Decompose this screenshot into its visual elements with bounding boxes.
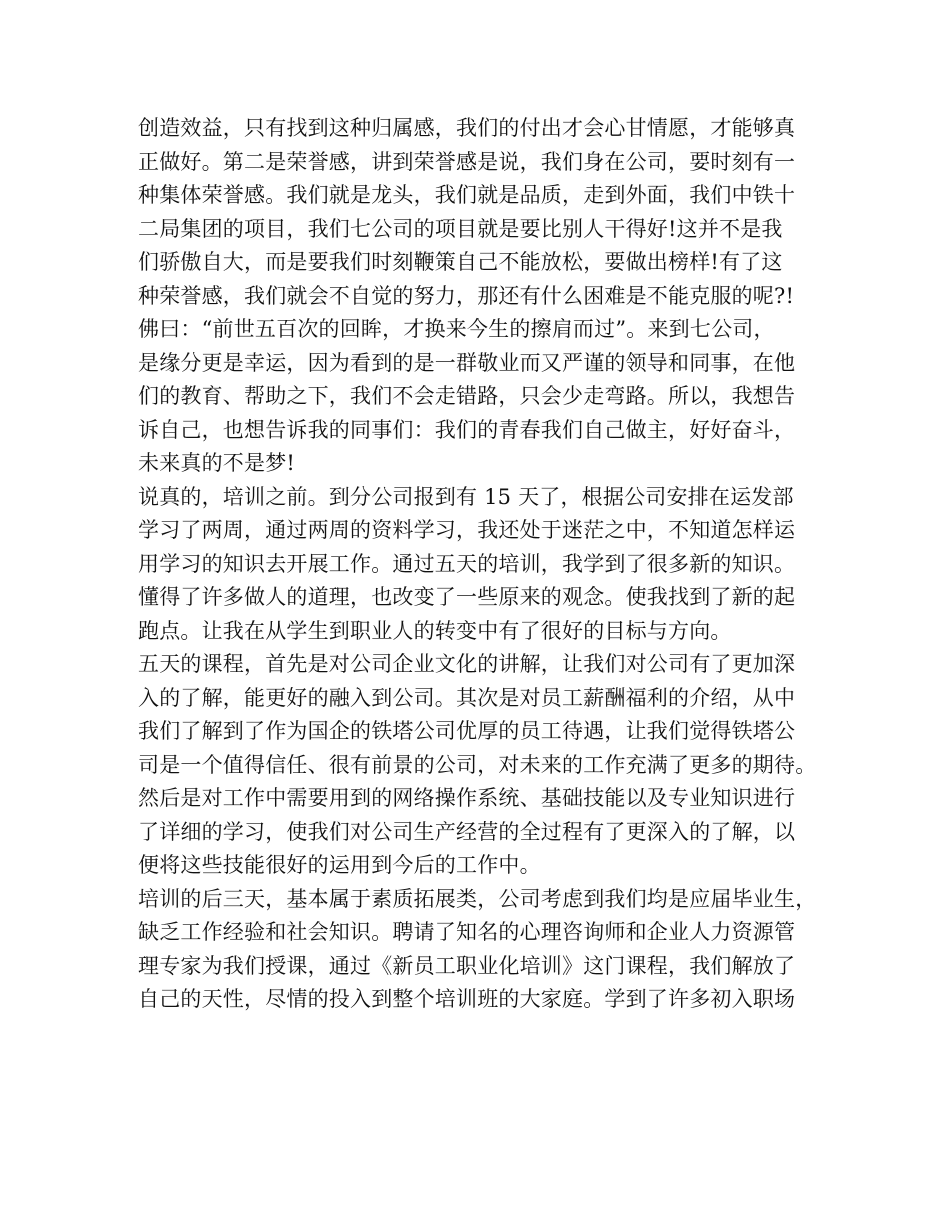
text-line: 培训的后三天，基本属于素质拓展类，公司考虑到我们均是应届毕业生， bbox=[138, 886, 817, 911]
text-line: 自己的天性，尽情的投入到整个培训班的大家庭。学到了许多初入职场 bbox=[138, 987, 796, 1011]
text-line: 们骄傲自大，而是要我们时刻鞭策自己不能放松，要做出榜样!有了这 bbox=[138, 250, 783, 274]
text-line: 是缘分更是幸运，因为看到的是一群敬业而又严谨的领导和同事，在他 bbox=[138, 350, 796, 375]
text-line: 种集体荣誉感。我们就是龙头，我们就是品质，走到外面，我们中铁十 bbox=[138, 183, 796, 207]
text-line: 未来真的不是梦! bbox=[138, 451, 296, 475]
text-line: 用学习的知识去开展工作。通过五天的培训，我学到了很多新的知识。 bbox=[138, 551, 796, 576]
text-line: 懂得了许多做人的道理，也改变了一些原来的观念。使我找到了新的起 bbox=[138, 585, 796, 609]
text-line: 入的了解，能更好的融入到公司。其次是对员工薪酬福利的介绍，从中 bbox=[138, 685, 796, 710]
text-line: 们的教育、帮助之下，我们不会走错路，只会少走弯路。所以，我想告 bbox=[138, 384, 796, 408]
text-line: 然后是对工作中需要用到的网络操作系统、基础技能以及专业知识进行 bbox=[138, 786, 796, 810]
text-line: 我们了解到了作为国企的铁塔公司优厚的员工待遇，让我们觉得铁塔公 bbox=[138, 719, 796, 743]
text-line: 跑点。让我在从学生到职业人的转变中有了很好的目标与方向。 bbox=[138, 618, 732, 643]
text-line: 学习了两周，通过两周的资料学习，我还处于迷茫之中，不知道怎样运 bbox=[138, 518, 796, 542]
text-line: 种荣誉感，我们就会不自觉的努力，那还有什么困难是不能克服的呢?! bbox=[138, 283, 795, 308]
text-line: 说真的，培训之前。到分公司报到有 15 天了，根据公司安排在运发部 bbox=[138, 484, 794, 509]
text-line: 创造效益，只有找到这种归属感，我们的付出才会心甘情愿，才能够真 bbox=[138, 116, 796, 140]
text-line: 诉自己，也想告诉我的同事们：我们的青春我们自己做主，好好奋斗， bbox=[138, 417, 796, 442]
text-line: 缺乏工作经验和社会知识。聘请了知名的心理咨询师和企业人力资源管 bbox=[138, 920, 796, 944]
text-line: 司是一个值得信任、很有前景的公司，对未来的工作充满了更多的期待。 bbox=[138, 752, 817, 777]
text-line: 正做好。第二是荣誉感，讲到荣誉感是说，我们身在公司，要时刻有一 bbox=[138, 149, 796, 174]
text-line: 理专家为我们授课，通过《新员工职业化培训》这门课程，我们解放了 bbox=[138, 953, 796, 978]
document-body bbox=[138, 112, 828, 1017]
text-line: 二局集团的项目，我们七公司的项目就是要比别人干得好!这并不是我 bbox=[138, 216, 783, 241]
text-line: 便将这些技能很好的运用到今后的工作中。 bbox=[138, 853, 541, 877]
text-line: 五天的课程，首先是对公司企业文化的讲解，让我们对公司有了更加深 bbox=[138, 652, 796, 676]
text-line: 了详细的学习，使我们对公司生产经营的全过程有了更深入的了解，以 bbox=[138, 819, 796, 844]
text-line: 佛曰：“前世五百次的回眸，才换来今生的擦肩而过”。来到七公司， bbox=[138, 317, 775, 341]
